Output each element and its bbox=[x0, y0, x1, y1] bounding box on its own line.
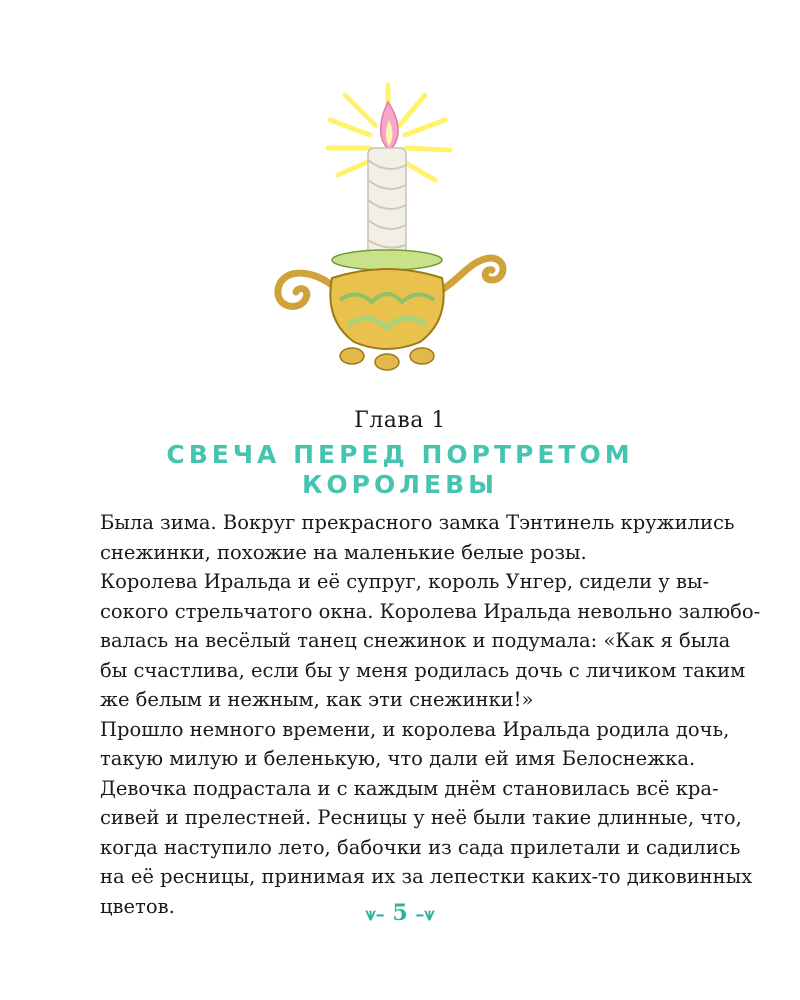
text-line: цветов. bbox=[100, 894, 175, 918]
text-line: Была зима. Вокруг прекрасного замка Тэнтинель кружились bbox=[100, 511, 735, 534]
page-number: 5 bbox=[392, 900, 408, 926]
holder-foot-right bbox=[410, 348, 434, 364]
chapter-title-line: КОРОЛЕВЫ bbox=[301, 470, 499, 499]
text-line: Королева Иральда и её супруг, король Унгер, сидели у вы- bbox=[100, 570, 710, 593]
text-line: Девочка подрастала и с каждым днём становилась всё кра- bbox=[100, 776, 719, 800]
text-line: снежинки, похожие на маленькие белые розы. bbox=[100, 540, 587, 564]
footer-ornament-left: ⩛– bbox=[365, 904, 385, 925]
candle-holder-bowl bbox=[330, 269, 443, 349]
holder-handle-right bbox=[438, 258, 503, 292]
paragraph bbox=[100, 774, 753, 922]
holder-foot-left bbox=[340, 348, 364, 364]
text-line: такую милую и беленькую, что дали ей имя Белоснежка. bbox=[100, 747, 696, 770]
page-number-footer bbox=[0, 900, 800, 926]
chapter-label: Глава 1 bbox=[354, 408, 446, 433]
text-line: же белым и нежным, как эти снежинки!» bbox=[100, 688, 534, 711]
text-line: когда наступило лето, бабочки из сада прилетали и садились bbox=[100, 835, 741, 859]
holder-foot-center bbox=[375, 354, 399, 370]
paragraph bbox=[100, 715, 730, 774]
paragraph bbox=[100, 567, 761, 715]
story-text bbox=[100, 508, 761, 921]
chapter-title bbox=[0, 440, 800, 500]
text-line: сивей и прелестней. Ресницы у неё были такие длинные, что, bbox=[100, 806, 742, 829]
text-line: бы счастлива, если бы у меня родилась дочь с личиком таким bbox=[100, 658, 746, 682]
candle-stick bbox=[368, 148, 406, 256]
candle-illustration bbox=[260, 80, 520, 380]
text-line: на её ресницы, принимая их за лепестки каких-то диковинных bbox=[100, 865, 753, 888]
text-line: валась на весёлый танец снежинок и подумала: «Как я была bbox=[100, 629, 731, 652]
footer-ornament-right: –⩛ bbox=[415, 904, 435, 925]
text-line: Прошло немного времени, и королева Иральда родила дочь, bbox=[100, 717, 730, 741]
text-line: сокого стрельчатого окна. Королева Иральда невольно залюбо- bbox=[100, 599, 761, 623]
chapter-title-line: СВЕЧА ПЕРЕД ПОРТРЕТОМ bbox=[166, 440, 634, 469]
paragraph bbox=[100, 508, 735, 567]
holder-handle-left bbox=[278, 273, 338, 306]
